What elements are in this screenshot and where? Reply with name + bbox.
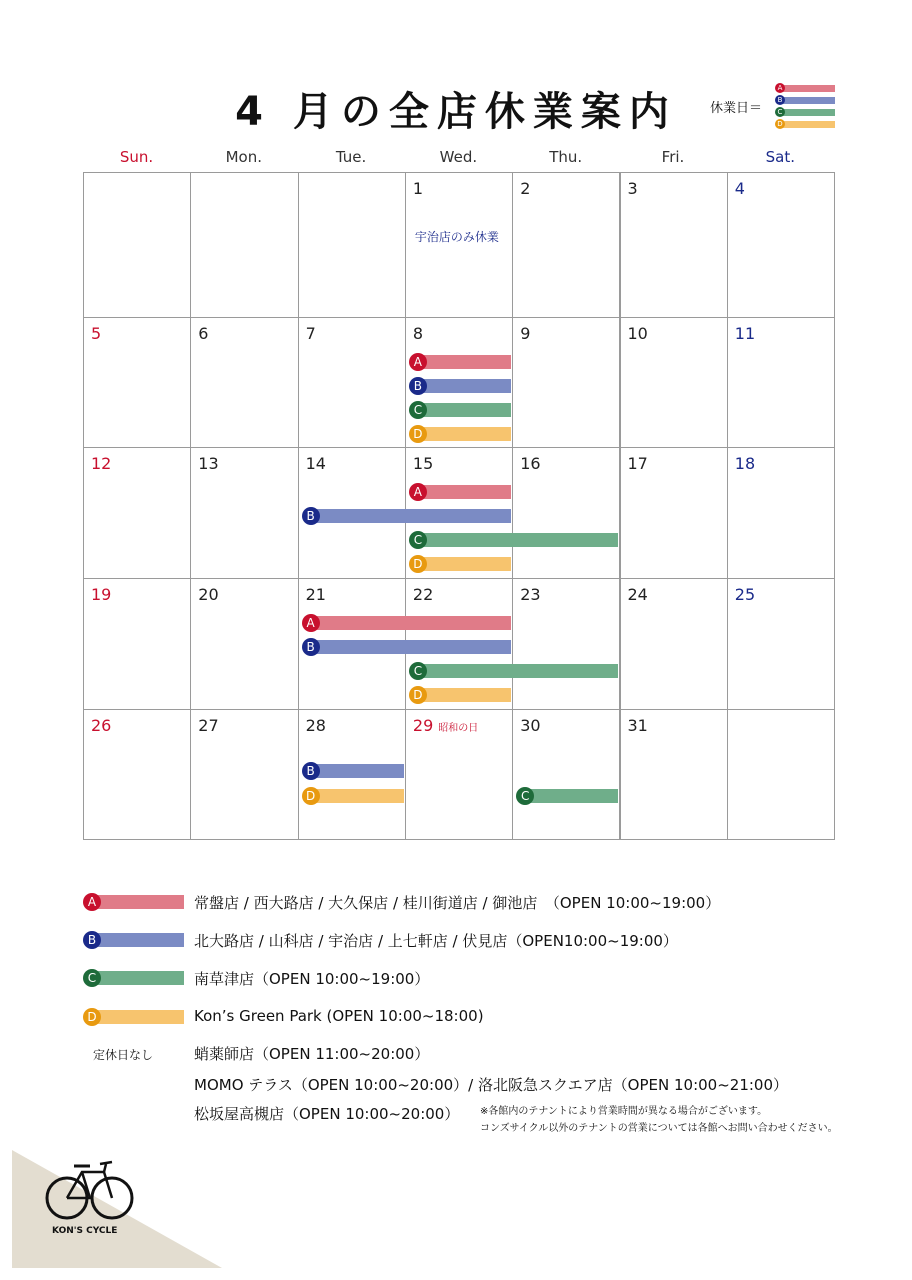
weekday-5: Fri.	[661, 148, 685, 166]
day-number: 18	[734, 454, 756, 473]
store-b-icon: B	[302, 638, 320, 656]
top-key-bar-d	[780, 121, 835, 128]
calendar-cell	[83, 709, 191, 840]
day-number: 10	[627, 324, 648, 343]
closure-bar-a	[308, 616, 512, 630]
day-number: 9	[520, 324, 531, 343]
store-c-icon: C	[409, 662, 427, 680]
holiday-label: 昭和の日	[438, 723, 479, 734]
calendar-cell	[620, 709, 728, 840]
closure-bar-d	[415, 427, 511, 441]
store-c-icon: C	[409, 401, 427, 419]
calendar-cell	[298, 172, 406, 318]
calendar-cell	[83, 172, 191, 318]
calendar-cell	[83, 447, 191, 579]
day-number: 22	[412, 585, 434, 604]
calendar-cell	[405, 709, 513, 840]
store-d-icon: D	[409, 555, 427, 573]
day-number: 11	[734, 324, 756, 343]
top-key-bar-c	[780, 109, 835, 116]
calendar-cell	[298, 317, 406, 448]
top-key-bar-b	[780, 97, 835, 104]
day-number: 1	[412, 179, 424, 198]
no-holiday-label: 定休日なし	[93, 1048, 154, 1062]
day-number: 29 昭和の日	[412, 716, 479, 735]
legend-bar-c	[90, 971, 184, 985]
day-number: 27	[198, 716, 219, 735]
closure-bar-d	[415, 688, 511, 702]
weekday-3: Wed.	[439, 148, 478, 166]
top-key-dot-a: A	[775, 83, 785, 93]
legend-bar-d	[90, 1010, 184, 1024]
legend-store-d-icon: D	[83, 1008, 101, 1026]
calendar-cell	[620, 578, 728, 710]
calendar-cell	[727, 447, 835, 579]
store-d-icon: D	[302, 787, 320, 805]
store-c-icon: C	[516, 787, 534, 805]
no-holiday-line-3: 松坂屋高槻店（OPEN 10:00~20:00）	[194, 1105, 460, 1123]
closure-bar-a	[415, 485, 511, 499]
legend-text-b: 北大路店 / 山科店 / 宇治店 / 上七軒店 / 伏見店（OPEN10:00~19:00）	[194, 932, 678, 950]
legend-store-a-icon: A	[83, 893, 101, 911]
calendar-cell	[190, 317, 298, 448]
calendar-cell	[727, 317, 835, 448]
day-number: 14	[305, 454, 326, 473]
legend-bar-b	[90, 933, 184, 947]
calendar-cell	[512, 317, 620, 448]
day-number: 31	[627, 716, 648, 735]
store-c-icon: C	[409, 531, 427, 549]
store-a-icon: A	[302, 614, 320, 632]
weekday-6: Sat.	[765, 148, 795, 166]
store-a-icon: A	[409, 483, 427, 501]
calendar-cell	[190, 172, 298, 318]
closure-bar-a	[415, 355, 511, 369]
top-key-dot-d: D	[775, 119, 785, 129]
no-holiday-line-1: 蛸薬師店（OPEN 11:00~20:00）	[194, 1045, 430, 1063]
day-number: 13	[198, 454, 219, 473]
legend-text-a: 常盤店 / 西大路店 / 大久保店 / 桂川街道店 / 御池店 （OPEN 10:00~19:00）	[194, 894, 721, 912]
day-number: 8	[412, 324, 424, 343]
day-number: 21	[305, 585, 326, 604]
calendar-cell	[620, 317, 728, 448]
closure-bar-c	[415, 403, 511, 417]
day-number: 3	[627, 179, 638, 198]
store-d-icon: D	[409, 686, 427, 704]
legend-text-d: Kon’s Green Park (OPEN 10:00~18:00)	[194, 1007, 484, 1025]
day-number: 6	[198, 324, 209, 343]
legend-store-c-icon: C	[83, 969, 101, 987]
closure-bar-d	[415, 557, 511, 571]
legend-text-c: 南草津店（OPEN 10:00~19:00）	[194, 970, 430, 988]
day-number: 2	[520, 179, 531, 198]
closure-bar-d	[308, 789, 404, 803]
store-b-icon: B	[302, 507, 320, 525]
calendar-cell	[727, 172, 835, 318]
day-number: 7	[305, 324, 316, 343]
day-number: 26	[91, 716, 112, 735]
cell-note: 宇治店のみ休業	[414, 230, 499, 244]
day-number: 28	[305, 716, 326, 735]
top-key-bar-a	[780, 85, 835, 92]
page-title: 4 月の全店休業案内	[235, 89, 677, 135]
no-holiday-line-2: MOMO テラス（OPEN 10:00~20:00）/ 洛北阪急スクエア店（OPEN 10:00~21:00）	[194, 1076, 789, 1094]
store-d-icon: D	[409, 425, 427, 443]
store-b-icon: B	[409, 377, 427, 395]
day-number: 15	[412, 454, 434, 473]
calendar-cell	[512, 447, 620, 579]
logo-text: KON'S CYCLE	[52, 1226, 118, 1236]
calendar-cell	[512, 578, 620, 710]
store-b-icon: B	[302, 762, 320, 780]
day-number: 19	[91, 585, 112, 604]
closure-bar-c	[415, 533, 619, 547]
closure-bar-c	[522, 789, 618, 803]
day-number: 30	[520, 716, 541, 735]
top-key-dot-b: B	[775, 95, 785, 105]
closure-bar-b	[415, 379, 511, 393]
top-key-label: 休業日＝	[710, 101, 763, 116]
calendar-cell	[727, 578, 835, 710]
footnote-1: ※各館内のテナントにより営業時間が異なる場合がございます。	[480, 1106, 768, 1117]
calendar-cell	[620, 172, 728, 318]
day-number: 20	[198, 585, 219, 604]
day-number: 12	[91, 454, 112, 473]
calendar-cell	[727, 709, 835, 840]
top-key	[710, 83, 850, 133]
weekday-2: Tue.	[335, 148, 367, 166]
top-key-dot-c: C	[775, 107, 785, 117]
bicycle-icon	[12, 1150, 232, 1270]
day-number: 4	[734, 179, 745, 198]
calendar-cell	[512, 709, 620, 840]
day-number: 16	[520, 454, 541, 473]
legend-bar-a	[90, 895, 184, 909]
calendar-cell	[620, 447, 728, 579]
store-a-icon: A	[409, 353, 427, 371]
day-number: 23	[520, 585, 541, 604]
legend-store-b-icon: B	[83, 931, 101, 949]
calendar-cell	[512, 172, 620, 318]
footnote-2: コンズサイクル以外のテナントの営業については各館へお問い合わせください。	[480, 1123, 838, 1134]
weekday-4: Thu.	[549, 148, 583, 166]
calendar-cell	[83, 578, 191, 710]
day-number: 5	[91, 324, 102, 343]
calendar-cell	[83, 317, 191, 448]
calendar-cell	[190, 447, 298, 579]
calendar-grid	[83, 172, 834, 839]
closure-bar-b	[308, 640, 512, 654]
day-number: 24	[627, 585, 648, 604]
closure-bar-c	[415, 664, 619, 678]
day-number: 25	[734, 585, 756, 604]
closure-bar-b	[308, 509, 512, 523]
day-number: 17	[627, 454, 648, 473]
calendar-cell	[405, 172, 513, 318]
calendar-cell	[190, 709, 298, 840]
weekday-1: Mon.	[225, 148, 262, 166]
calendar-cell	[190, 578, 298, 710]
weekday-0: Sun.	[119, 148, 154, 166]
kons-cycle-logo	[12, 1150, 232, 1270]
closure-bar-b	[308, 764, 404, 778]
